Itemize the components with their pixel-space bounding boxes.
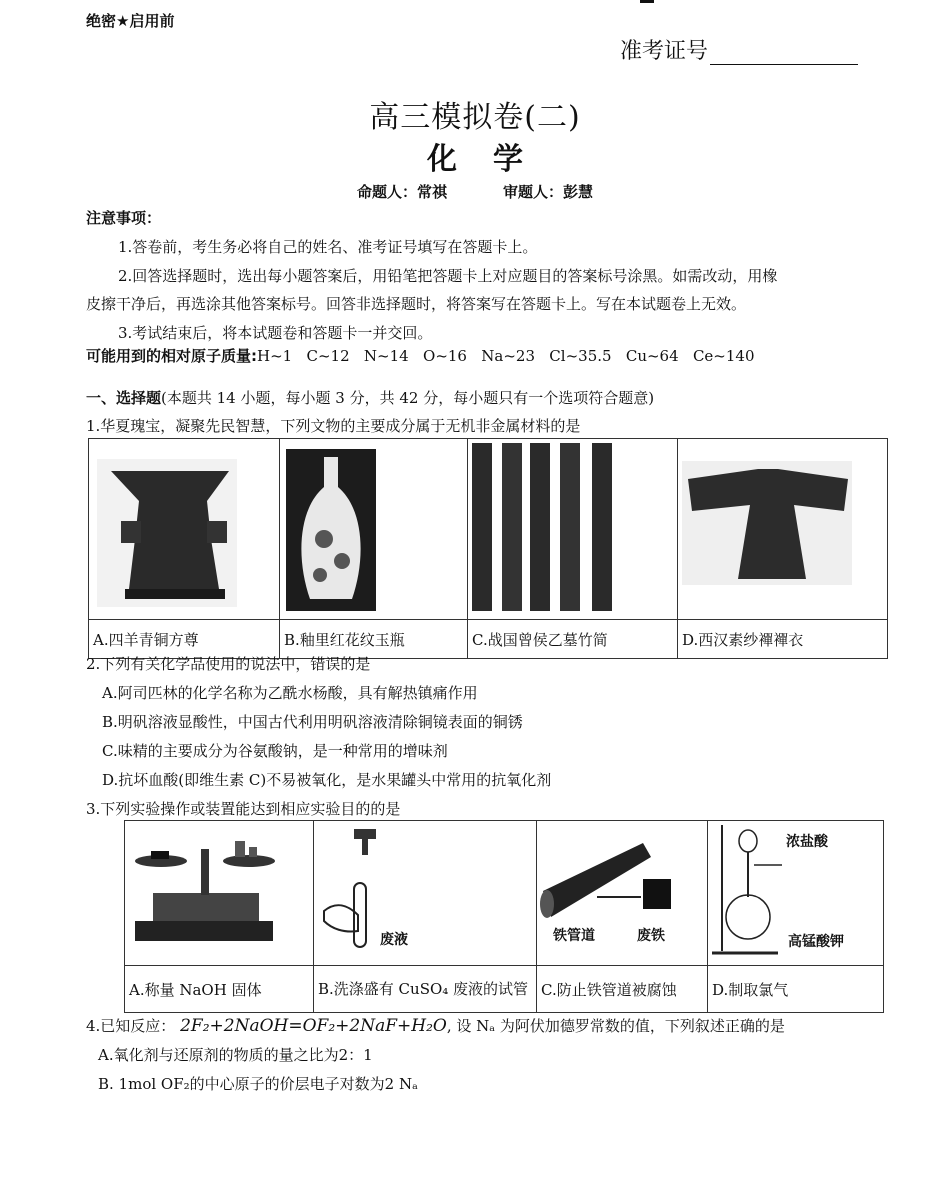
section-title: 一、选择题 [86,389,162,407]
confidential-label: 绝密★启用前 [86,12,175,30]
option-d: D.制取氯气 [708,966,884,1013]
note-item: 1.答卷前，考生务必将自己的姓名、准考证号填写在答题卡上。 [118,238,538,256]
reviewer: 审题人：彭慧 [503,183,594,201]
test-tube-washing-image [314,821,536,961]
option-a: A.四羊青铜方尊 [89,620,280,659]
note-item: 3.考试结束后，将本试题卷和答题卡一并交回。 [118,324,433,342]
apparatus-image-cell [125,821,314,966]
top-mark [640,0,654,3]
hcl-label: 浓盐酸 [786,834,828,850]
atomic-masses-values: H~1 C~12 N~14 O~16 Na~23 Cl~35.5 Cu~64 Ce~140 [257,347,755,365]
artifact-image-cell [280,439,468,620]
note-item: 皮擦干净后，再选涂其他答案标号。回答非选择题时，将答案写在答题卡上。写在本试题卷上无效。 [86,295,747,313]
scrap-iron-label: 废铁 [637,928,665,944]
question-4-prefix: 4.已知反应： [86,1017,176,1035]
section-heading [86,384,654,413]
waste-label: 废液 [380,932,408,948]
ticket-number-label: 准考证号 [620,39,709,64]
question-4-stem [86,1012,785,1041]
bronze-zun-image [89,439,279,615]
section-desc: (本题共 14 小题，每小题 3 分，共 42 分，每小题只有一个选项符合题意) [161,389,655,407]
option-b: B. 1mol OF₂的中心原子的价层电子对数为2 Nₐ [98,1075,418,1093]
exam-subject: 化学 [427,142,559,177]
option-a: A.称量 NaOH 固体 [125,966,314,1013]
apparatus-image-cell [537,821,708,966]
atomic-masses-label: 可能用到的相对原子质量: [86,347,257,365]
vase-image [280,439,467,615]
question-1-stem: 1.华夏瑰宝，凝聚先民智慧，下列文物的主要成分属于无机非金属材料的是 [86,417,581,435]
pipe-label: 铁管道 [553,928,595,944]
exam-title: 高三模拟卷(二) [369,100,581,135]
atomic-masses [86,342,755,371]
question-1-table [88,438,888,659]
note-item: 2.回答选择题时，选出每小题答案后，用铅笔把答题卡上对应题目的答案标号涂黑。如需改动，用橡 [118,267,778,285]
option-c: C.防止铁管道被腐蚀 [537,966,708,1013]
apparatus-image-cell [708,821,884,966]
apparatus-image-cell [314,821,537,966]
notes-heading: 注意事项： [86,209,162,227]
question-3-stem: 3.下列实验操作或装置能达到相应实验目的的是 [86,800,401,818]
silk-robe-image [678,439,887,615]
ticket-number-field[interactable] [620,34,858,65]
balance-image [125,821,313,961]
setter: 命题人：常祺 [356,183,447,201]
exam-authors [0,181,950,202]
option-b: B.明矾溶液显酸性，中国古代利用明矾溶液清除铜镜表面的铜锈 [102,713,523,731]
option-b: B.洗涤盛有 CuSO₄ 废液的试管 [314,966,537,1013]
artifact-image-cell [89,439,280,620]
reaction-equation: 2F₂+2NaOH=OF₂+2NaF+H₂O [180,1016,447,1036]
kmno4-label: 高锰酸钾 [788,934,844,950]
option-d: D.西汉素纱襌襌衣 [678,620,888,659]
question-4-suffix: , 设 Nₐ 为阿伏加德罗常数的值，下列叙述正确的是 [446,1017,785,1035]
option-a: A.阿司匹林的化学名称为乙酰水杨酸，具有解热镇痛作用 [102,684,478,702]
option-a: A.氧化剂与还原剂的物质的量之比为2：1 [98,1046,373,1064]
question-3-table [124,820,884,1013]
ticket-number-blank[interactable] [710,42,858,65]
artifact-image-cell [678,439,888,620]
option-d: D.抗坏血酸(即维生素 C)不易被氧化，是水果罐头中常用的抗氧化剂 [102,771,552,789]
option-c: C.战国曾侯乙墓竹简 [468,620,678,659]
artifact-image-cell [468,439,678,620]
option-c: C.味精的主要成分为谷氨酸钠，是一种常用的增味剂 [102,742,448,760]
bamboo-slips-image [468,439,677,615]
question-2-stem: 2.下列有关化学品使用的说法中，错误的是 [86,655,371,673]
option-b: B.釉里红花纹玉瓶 [280,620,468,659]
